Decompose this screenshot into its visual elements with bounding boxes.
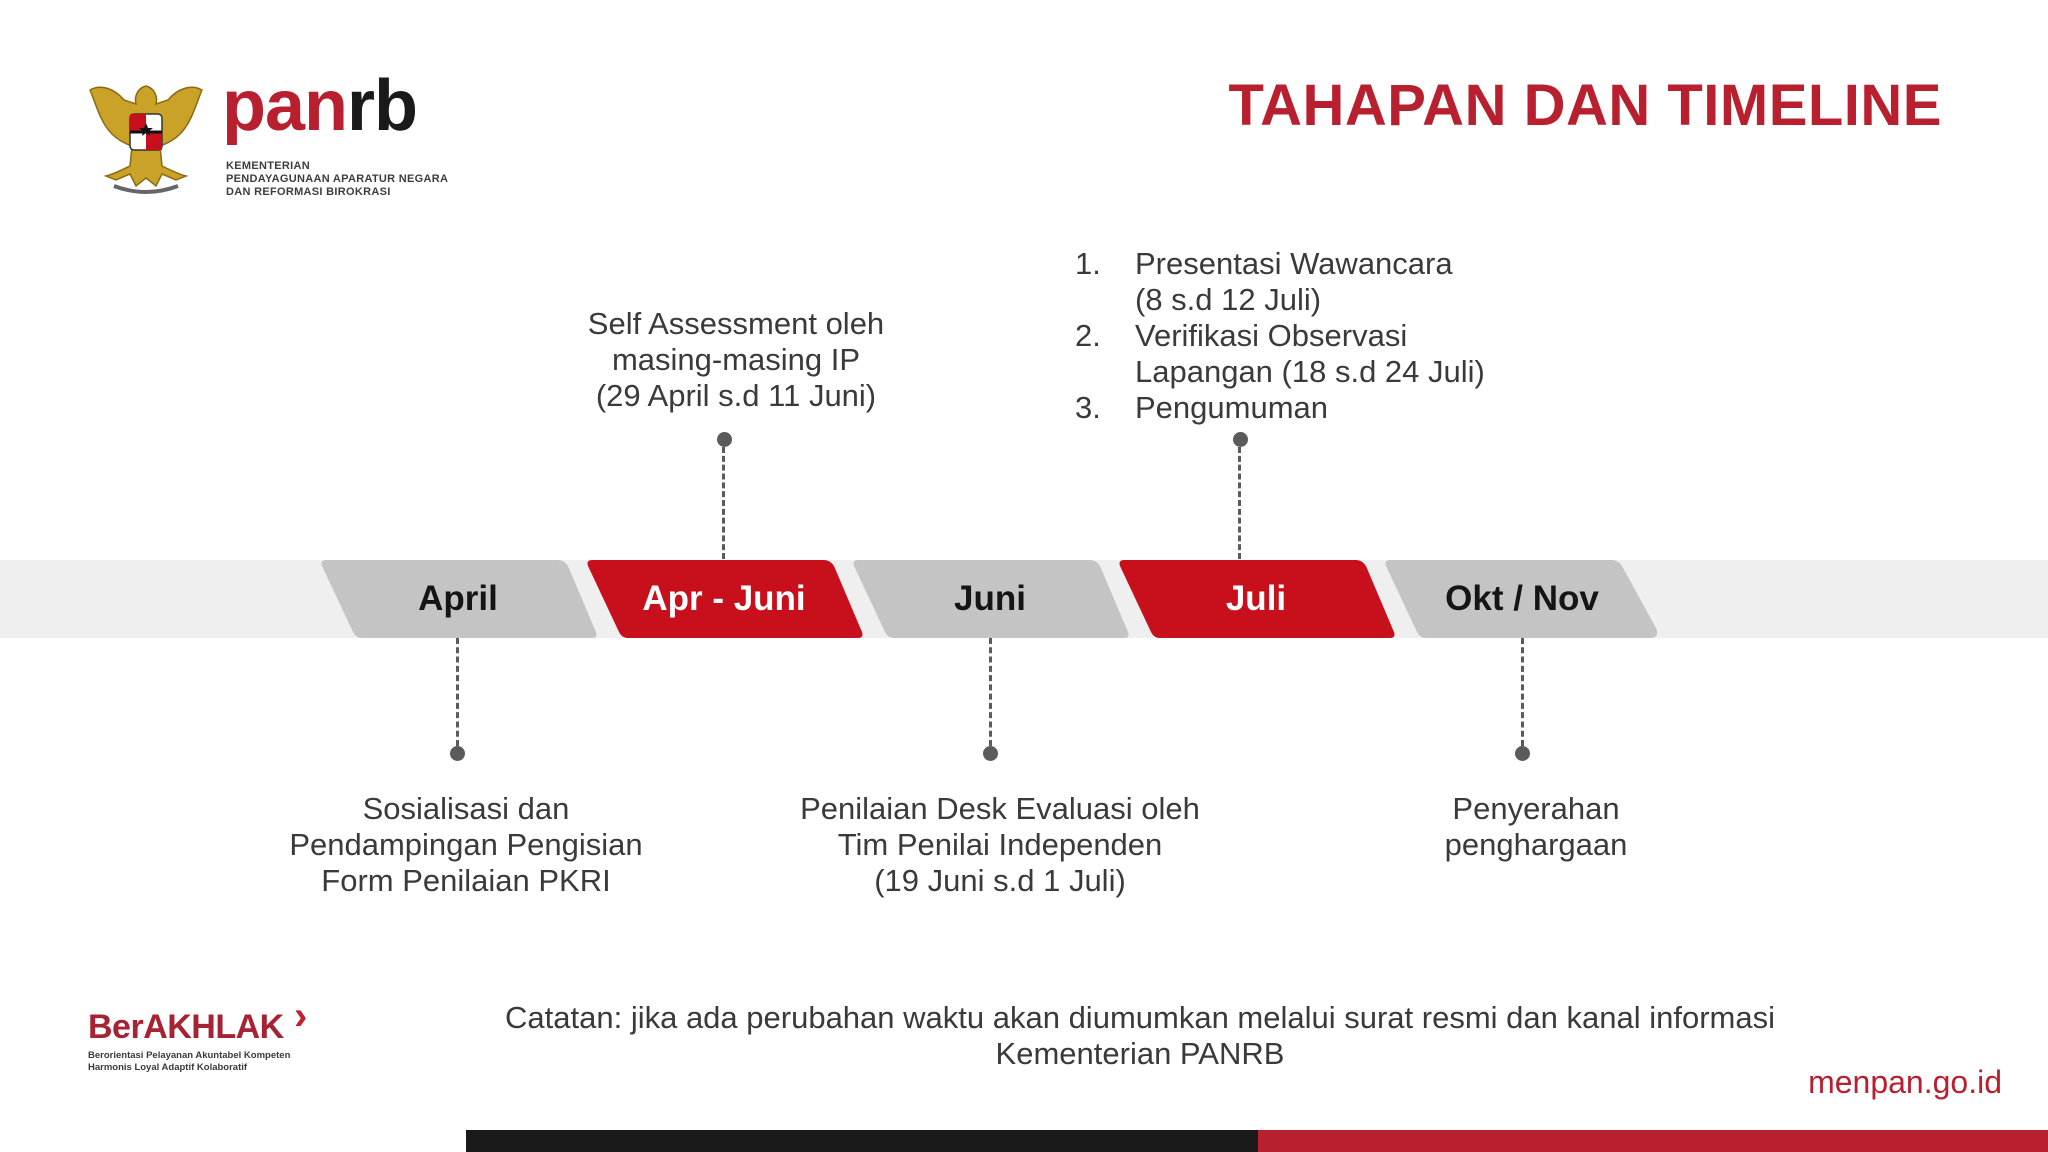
logo-pan: pan: [222, 66, 348, 146]
berakhlak-line: Harmonis Loyal Adaptif Kolaboratif: [88, 1062, 248, 1073]
list-line: (8 s.d 12 Juli): [1135, 282, 1322, 317]
desc-line: Penilaian Desk Evaluasi oleh: [800, 791, 1200, 826]
desc-line: masing-masing IP: [611, 342, 861, 377]
list-item: [1075, 390, 1555, 426]
step-juni: Juni: [954, 579, 1026, 618]
connector-dot: [450, 746, 465, 761]
connector-dot: [1515, 746, 1530, 761]
desc-sosialisasi: [236, 791, 696, 899]
connector-line: [1238, 447, 1241, 559]
desc-self-assessment: [516, 306, 956, 414]
list-line: Presentasi Wawancara: [1135, 246, 1453, 281]
step-april: April: [418, 579, 498, 618]
berakhlak-logo: [88, 994, 328, 1074]
connector-line: [989, 638, 992, 746]
step-okt-nov: Okt / Nov: [1445, 579, 1599, 618]
list-number: 2.: [1075, 318, 1101, 353]
desc-line: Tim Penilai Independen: [837, 827, 1163, 862]
list-line: Lapangan (18 s.d 24 Juli): [1135, 354, 1485, 389]
desc-line: Pendampingan Pengisian: [289, 827, 643, 862]
note-text: [380, 1000, 1900, 1072]
list-number: 3.: [1075, 390, 1101, 425]
desc-line: Form Penilaian PKRI: [321, 863, 611, 898]
desc-line: Self Assessment oleh: [587, 306, 885, 341]
step-juli: Juli: [1225, 579, 1287, 618]
ministry-line: PENDAYAGUNAAN APARATUR NEGARA: [226, 173, 449, 185]
panrb-logo-text: [222, 66, 418, 146]
list-line: Pengumuman: [1135, 390, 1329, 425]
desc-penilaian-desk: [750, 791, 1250, 899]
juli-activities-list: [1075, 246, 1555, 426]
desc-line: penghargaan: [1444, 827, 1628, 862]
list-item: [1075, 246, 1555, 318]
connector-line: [722, 447, 725, 559]
desc-line: (19 Juni s.d 1 Juli): [874, 863, 1126, 898]
note-line: Kementerian PANRB: [995, 1036, 1285, 1071]
desc-penyerahan: [1356, 791, 1716, 863]
footer-bar-black: [466, 1130, 1258, 1152]
berakhlak-line: Berorientasi Pelayanan Akuntabel Kompeten: [88, 1050, 291, 1061]
chevron-right-icon: ›: [294, 994, 308, 1038]
connector-line: [456, 638, 459, 746]
desc-line: Penyerahan: [1452, 791, 1620, 826]
ministry-name: [226, 160, 466, 199]
connector-line: [1521, 638, 1524, 746]
ministry-line: KEMENTERIAN: [226, 160, 310, 172]
desc-line: Sosialisasi dan: [362, 791, 570, 826]
ministry-line: DAN REFORMASI BIROKRASI: [226, 186, 391, 198]
list-line: Verifikasi Observasi: [1135, 318, 1408, 353]
connector-dot: [983, 746, 998, 761]
connector-dot: [1233, 432, 1248, 447]
list-item: [1075, 318, 1555, 390]
garuda-emblem-logo: [86, 74, 206, 198]
connector-dot: [717, 432, 732, 447]
desc-line: (29 April s.d 11 Juni): [595, 378, 877, 413]
footer-bar-red: [1258, 1130, 2048, 1152]
note-line: Catatan: jika ada perubahan waktu akan diumumkan melalui surat resmi dan kanal informasi: [505, 1000, 1775, 1035]
step-apr-juni: Apr - Juni: [642, 579, 806, 618]
website-link[interactable]: menpan.go.id: [1808, 1064, 2002, 1100]
berakhlak-title: BerAKHLAK: [88, 1008, 284, 1046]
logo-rb: rb: [347, 66, 418, 146]
list-number: 1.: [1075, 246, 1101, 281]
page-title: TAHAPAN DAN TIMELINE: [1228, 73, 1942, 138]
